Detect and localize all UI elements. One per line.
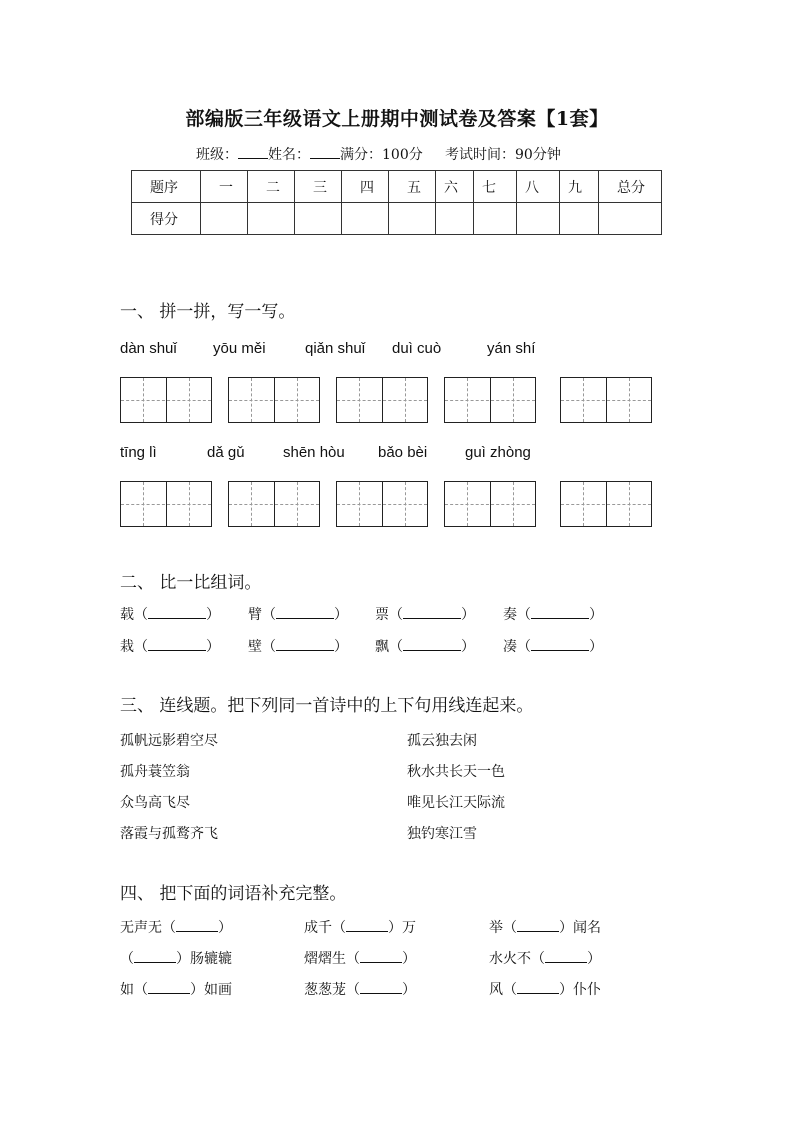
- writing-grid[interactable]: [120, 377, 212, 423]
- idiom-prefix: 水火不（: [489, 951, 545, 967]
- idiom-suffix: ）万: [388, 920, 416, 936]
- character-label: 凑（: [503, 639, 531, 655]
- score-cell[interactable]: [560, 203, 599, 235]
- paren-close: ）: [461, 607, 475, 623]
- character-label: 臂（: [248, 607, 276, 623]
- answer-blank[interactable]: [176, 919, 218, 932]
- header-cell: 总分: [599, 171, 662, 203]
- idiom-item: [120, 917, 232, 937]
- idiom-suffix: ）: [402, 982, 416, 998]
- section-3-title: 三、 连线题。把下列同一首诗中的上下句用线连起来。: [120, 696, 534, 716]
- header-cell: 六: [436, 171, 474, 203]
- writing-grid[interactable]: [560, 377, 652, 423]
- poem-line-left[interactable]: 落霞与孤鹜齐飞: [120, 826, 218, 842]
- character-label: 票（: [375, 607, 403, 623]
- time-label: 考试时间：90分钟: [445, 147, 561, 163]
- answer-blank[interactable]: [276, 638, 334, 651]
- score-table-header-row: [132, 171, 662, 203]
- answer-blank[interactable]: [517, 981, 559, 994]
- answer-blank[interactable]: [148, 606, 206, 619]
- idiom-prefix: 风（: [489, 982, 517, 998]
- character-label: 载（: [120, 607, 148, 623]
- paren-close: ）: [589, 639, 603, 655]
- idiom-item: [489, 948, 601, 968]
- page-title: 部编版三年级语文上册期中测试卷及答案【1套】: [185, 108, 609, 130]
- class-label: 班级：: [196, 147, 238, 163]
- paren-close: ）: [206, 607, 220, 623]
- paren-close: ）: [334, 639, 348, 655]
- idiom-item: [304, 948, 416, 968]
- name-blank[interactable]: [310, 146, 340, 159]
- idiom-prefix: 如（: [120, 982, 148, 998]
- exam-info: [196, 144, 561, 164]
- header-cell: 五: [389, 171, 436, 203]
- pinyin-label: bǎo bèi: [378, 444, 428, 461]
- writing-grid[interactable]: [336, 377, 428, 423]
- character-label: 飘（: [375, 639, 403, 655]
- pinyin-label: dàn shuǐ: [120, 340, 177, 357]
- writing-grid[interactable]: [228, 377, 320, 423]
- pinyin-label: guì zhòng: [465, 444, 531, 461]
- header-cell: 题序: [132, 171, 201, 203]
- idiom-prefix: （: [120, 951, 134, 967]
- word-pair-item: [375, 636, 475, 656]
- class-blank[interactable]: [238, 146, 268, 159]
- answer-blank[interactable]: [276, 606, 334, 619]
- idiom-suffix: ）: [218, 920, 232, 936]
- answer-blank[interactable]: [346, 919, 388, 932]
- idiom-item: [304, 979, 416, 999]
- answer-blank[interactable]: [403, 638, 461, 651]
- poem-line-right[interactable]: 秋水共长天一色: [407, 764, 505, 780]
- header-cell: 三: [295, 171, 342, 203]
- header-cell: 一: [201, 171, 248, 203]
- score-cell[interactable]: [201, 203, 248, 235]
- score-cell[interactable]: [248, 203, 295, 235]
- idiom-prefix: 熠熠生（: [304, 951, 360, 967]
- idiom-prefix: 举（: [489, 920, 517, 936]
- score-cell[interactable]: [342, 203, 389, 235]
- answer-blank[interactable]: [531, 638, 589, 651]
- word-pair-item: [248, 604, 348, 624]
- answer-blank[interactable]: [403, 606, 461, 619]
- writing-grid[interactable]: [560, 481, 652, 527]
- full-score-label: 满分：100分: [340, 147, 423, 163]
- answer-blank[interactable]: [148, 638, 206, 651]
- header-cell: 九: [560, 171, 599, 203]
- score-cell[interactable]: [389, 203, 436, 235]
- idiom-suffix: ）仆仆: [559, 982, 601, 998]
- character-label: 壁（: [248, 639, 276, 655]
- header-cell: 四: [342, 171, 389, 203]
- header-cell: 八: [517, 171, 560, 203]
- idiom-prefix: 葱葱茏（: [304, 982, 360, 998]
- pinyin-label: dǎ gǔ: [207, 444, 245, 461]
- paren-close: ）: [589, 607, 603, 623]
- answer-blank[interactable]: [360, 981, 402, 994]
- answer-blank[interactable]: [148, 981, 190, 994]
- writing-grid[interactable]: [444, 481, 536, 527]
- score-table-score-row: [132, 203, 662, 235]
- idiom-item: [304, 917, 416, 937]
- idiom-item: [489, 917, 601, 937]
- poem-line-left[interactable]: 孤帆远影碧空尽: [120, 733, 218, 749]
- writing-grid[interactable]: [120, 481, 212, 527]
- section-1-title: 一、 拼一拼，写一写。: [120, 302, 296, 322]
- pinyin-label: tīng lì: [120, 444, 157, 461]
- poem-line-right[interactable]: 独钓寒江雪: [407, 826, 477, 842]
- poem-line-right[interactable]: 唯见长江天际流: [407, 795, 505, 811]
- section-4-title: 四、 把下面的词语补充完整。: [120, 884, 347, 904]
- answer-blank[interactable]: [134, 950, 176, 963]
- pinyin-label: yōu měi: [213, 340, 266, 357]
- answer-blank[interactable]: [360, 950, 402, 963]
- section-2-title: 二、 比一比组词。: [120, 573, 262, 593]
- word-pair-item: [120, 604, 220, 624]
- pinyin-label: shēn hòu: [283, 444, 345, 461]
- pinyin-label: qiǎn shuǐ: [305, 340, 366, 357]
- answer-blank[interactable]: [531, 606, 589, 619]
- idiom-suffix: ）: [587, 951, 601, 967]
- pinyin-label: yán shí: [487, 340, 536, 357]
- character-label: 奏（: [503, 607, 531, 623]
- score-cell[interactable]: [436, 203, 474, 235]
- word-pair-item: [375, 604, 475, 624]
- name-label: 姓名：: [268, 147, 310, 163]
- word-pair-item: [120, 636, 220, 656]
- character-label: 栽（: [120, 639, 148, 655]
- idiom-suffix: ）如画: [190, 982, 232, 998]
- word-pair-item: [248, 636, 348, 656]
- paren-close: ）: [334, 607, 348, 623]
- pinyin-label: duì cuò: [392, 340, 442, 357]
- idiom-prefix: 无声无（: [120, 920, 176, 936]
- score-cell[interactable]: [599, 203, 662, 235]
- paren-close: ）: [461, 639, 475, 655]
- idiom-suffix: ）肠辘辘: [176, 951, 232, 967]
- score-table: [131, 170, 662, 235]
- idiom-prefix: 成千（: [304, 920, 346, 936]
- word-pair-item: [503, 604, 603, 624]
- answer-blank[interactable]: [517, 919, 559, 932]
- poem-line-left[interactable]: 众鸟高飞尽: [120, 795, 190, 811]
- poem-line-right[interactable]: 孤云独去闲: [407, 733, 477, 749]
- writing-grid[interactable]: [444, 377, 536, 423]
- answer-blank[interactable]: [545, 950, 587, 963]
- score-cell[interactable]: [474, 203, 517, 235]
- writing-grid[interactable]: [336, 481, 428, 527]
- idiom-item: [489, 979, 601, 999]
- header-cell: 二: [248, 171, 295, 203]
- score-cell[interactable]: [517, 203, 560, 235]
- idiom-suffix: ）闻名: [559, 920, 601, 936]
- writing-grid[interactable]: [228, 481, 320, 527]
- score-cell[interactable]: [295, 203, 342, 235]
- paren-close: ）: [206, 639, 220, 655]
- poem-line-left[interactable]: 孤舟蓑笠翁: [120, 764, 190, 780]
- idiom-suffix: ）: [402, 951, 416, 967]
- idiom-item: [120, 948, 232, 968]
- header-cell: 七: [474, 171, 517, 203]
- score-row-label: 得分: [132, 203, 201, 235]
- idiom-item: [120, 979, 232, 999]
- word-pair-item: [503, 636, 603, 656]
